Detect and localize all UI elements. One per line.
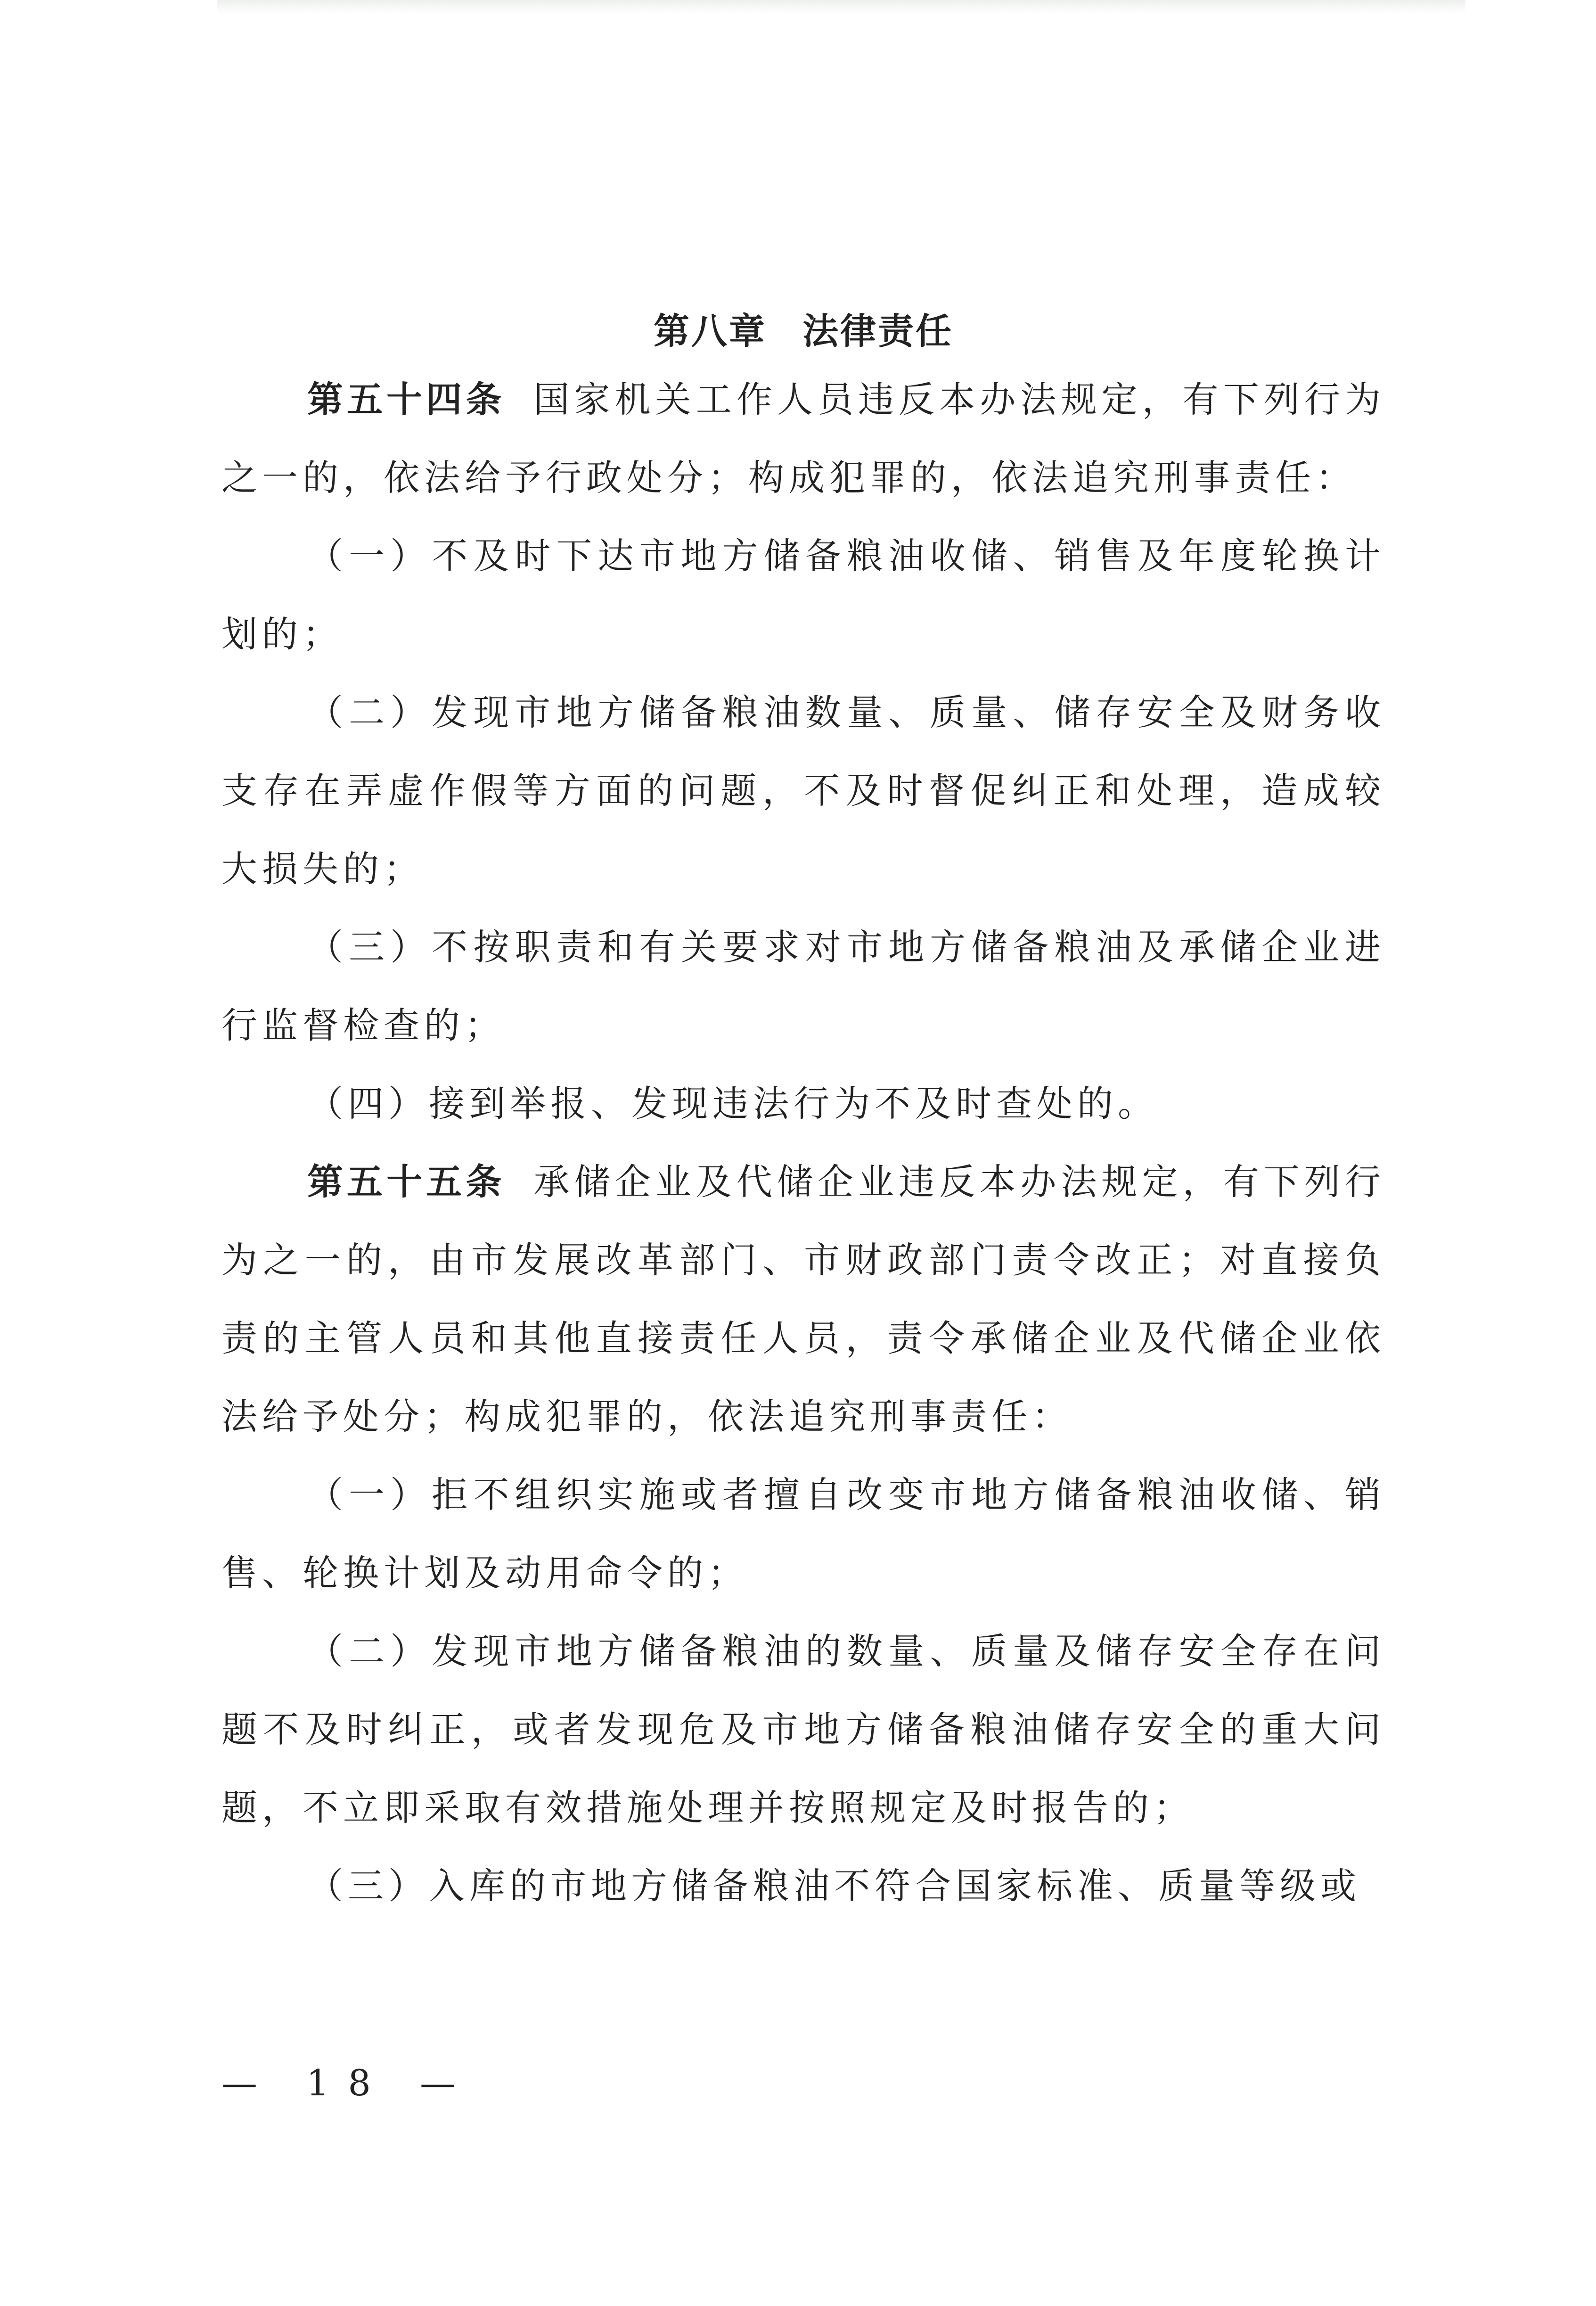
document-page	[221, 302, 1385, 1925]
chapter-heading	[221, 302, 1385, 361]
chapter-label: 第八章	[654, 310, 767, 352]
list-item: （二）发现市地方储备粮油的数量、质量及储存安全存在问题不及时纠正，或者发现危及市地方储备粮油储存安全的重大问题，不立即采取有效措施处理并按照规定及时报告的；	[221, 1630, 1385, 1829]
list-item: （一）拒不组织实施或者擅自改变市地方储备粮油收储、销售、轮换计划及动用命令的；	[221, 1474, 1385, 1594]
page-number: — 18 —	[221, 2062, 475, 2104]
article-54	[221, 361, 1385, 517]
chapter-title: 法律责任	[802, 310, 953, 352]
list-item: （三）入库的市地方储备粮油不符合国家标准、质量等级或	[307, 1865, 1361, 1907]
scan-edge-shadow	[217, 0, 1465, 14]
article-number: 第五十四条	[307, 378, 506, 420]
article-number: 第五十五条	[307, 1161, 506, 1203]
article-text: 承储企业及代储企业违反本办法规定，有下列行为之一的，由市发展改革部门、市财政部门责令改正；对直接负责的主管人员和其他直接责任人员，责令承储企业及代储企业依法给予处分；构成犯罪的，依法追究刑事责任：	[221, 1161, 1386, 1437]
list-item: （二）发现市地方储备粮油数量、质量、储存安全及财务收支存在弄虚作假等方面的问题，不及时督促纠正和处理，造成较大损失的；	[221, 691, 1385, 890]
article-55	[221, 1143, 1385, 1456]
article-text: 国家机关工作人员违反本办法规定，有下列行为之一的，依法给予行政处分；构成犯罪的，依法追究刑事责任：	[221, 378, 1386, 499]
list-item: （四）接到举报、发现违法行为不及时查处的。	[307, 1083, 1158, 1124]
list-item: （一）不及时下达市地方储备粮油收储、销售及年度轮换计划的；	[221, 535, 1385, 655]
list-item: （三）不按职责和有关要求对市地方储备粮油及承储企业进行监督检查的；	[221, 926, 1385, 1046]
